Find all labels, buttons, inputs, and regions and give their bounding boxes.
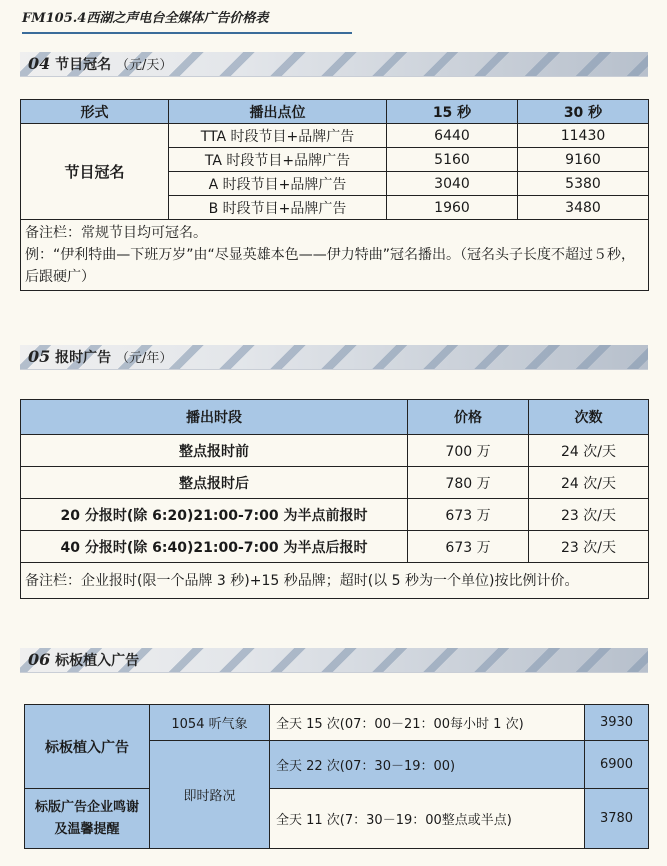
price-cell: 3930 bbox=[585, 705, 649, 741]
price-cell: 673 万 bbox=[408, 499, 529, 531]
col-form: 形式 bbox=[21, 100, 169, 124]
form-label: 节目冠名 bbox=[21, 124, 169, 220]
col-30s: 30 秒 bbox=[518, 100, 649, 124]
table-row bbox=[21, 435, 649, 467]
bumper-ad-table bbox=[24, 704, 649, 849]
col-time: 播出时段 bbox=[21, 400, 408, 435]
page-title: FM105.4西湖之声电台全媒体广告价格表 bbox=[22, 11, 269, 26]
program-cell: 即时路况 bbox=[150, 741, 270, 849]
page-header bbox=[22, 6, 352, 34]
section-04-title bbox=[28, 52, 172, 78]
col-price: 价格 bbox=[408, 400, 529, 435]
section-04-bar bbox=[20, 52, 648, 77]
price-15s-cell: 3040 bbox=[387, 172, 518, 196]
price-cell: 3780 bbox=[585, 789, 649, 849]
price-30s-cell: 3480 bbox=[518, 196, 649, 220]
table-row bbox=[21, 124, 649, 148]
table-header-row bbox=[21, 400, 649, 435]
price-cell: 700 万 bbox=[408, 435, 529, 467]
time-cell: 整点报时前 bbox=[21, 435, 408, 467]
section-04-number: 04 bbox=[28, 54, 51, 73]
col-count: 次数 bbox=[529, 400, 649, 435]
bumper-label: 标板植入广告 bbox=[25, 705, 150, 789]
desc-cell: 全天 15 次(07：00－21：00每小时 1 次) bbox=[270, 705, 585, 741]
count-cell: 24 次/天 bbox=[529, 435, 649, 467]
note-row bbox=[21, 563, 649, 599]
desc-cell: 全天 22 次(07：30－19：00) bbox=[270, 741, 585, 789]
slot-cell: TTA 时段节目+品牌广告 bbox=[169, 124, 387, 148]
section-06-number: 06 bbox=[28, 650, 51, 669]
price-cell: 6900 bbox=[585, 741, 649, 789]
table-row bbox=[25, 789, 649, 849]
desc-cell: 全天 11 次(7：30－19：00整点或半点) bbox=[270, 789, 585, 849]
price-30s-cell: 11430 bbox=[518, 124, 649, 148]
table-header-row bbox=[21, 100, 649, 124]
note-line-1: 备注栏：常规节目均可冠名。 bbox=[25, 225, 207, 241]
price-15s-cell: 6440 bbox=[387, 124, 518, 148]
slot-cell: TA 时段节目+品牌广告 bbox=[169, 148, 387, 172]
price-30s-cell: 5380 bbox=[518, 172, 649, 196]
note-cell bbox=[21, 220, 649, 291]
price-15s-cell: 5160 bbox=[387, 148, 518, 172]
naming-price-table bbox=[20, 99, 649, 291]
section-06-bar bbox=[20, 648, 648, 673]
section-04-name: 节目冠名 bbox=[55, 57, 112, 73]
thanks-label: 标版广告企业鸣谢及温馨提醒 bbox=[25, 789, 150, 849]
section-05-unit: （元/年） bbox=[116, 351, 173, 366]
price-cell: 780 万 bbox=[408, 467, 529, 499]
section-05-title bbox=[28, 345, 172, 371]
col-15s: 15 秒 bbox=[387, 100, 518, 124]
note-line-2: 例：“伊利特曲—下班万岁”由“尽显英雄本色——伊力特曲”冠名播出。（冠名头子长度不超过５秒，后跟硬广） bbox=[25, 247, 636, 285]
count-cell: 23 次/天 bbox=[529, 499, 649, 531]
section-06-title bbox=[28, 648, 139, 673]
note-row bbox=[21, 220, 649, 291]
section-04-unit: （元/天） bbox=[116, 58, 173, 73]
price-15s-cell: 1960 bbox=[387, 196, 518, 220]
time-cell: 20 分报时(除 6:20)21:00-7:00 为半点前报时 bbox=[21, 499, 408, 531]
count-cell: 24 次/天 bbox=[529, 467, 649, 499]
time-cell: 40 分报时(除 6:40)21:00-7:00 为半点后报时 bbox=[21, 531, 408, 563]
count-cell: 23 次/天 bbox=[529, 531, 649, 563]
table-row bbox=[21, 467, 649, 499]
table-row bbox=[21, 499, 649, 531]
section-05-name: 报时广告 bbox=[55, 350, 112, 366]
price-30s-cell: 9160 bbox=[518, 148, 649, 172]
table-row bbox=[25, 705, 649, 741]
program-cell: 1054 听气象 bbox=[150, 705, 270, 741]
time-cell: 整点报时后 bbox=[21, 467, 408, 499]
col-slot: 播出点位 bbox=[169, 100, 387, 124]
time-signal-table bbox=[20, 399, 649, 599]
price-cell: 673 万 bbox=[408, 531, 529, 563]
slot-cell: A 时段节目+品牌广告 bbox=[169, 172, 387, 196]
note-cell: 备注栏：企业报时(限一个品牌 3 秒)+15 秒品牌；超时(以 5 秒为一个单位)按比例计价。 bbox=[21, 563, 649, 599]
slot-cell: B 时段节目+品牌广告 bbox=[169, 196, 387, 220]
section-05-bar bbox=[20, 345, 648, 370]
section-06-name: 标板植入广告 bbox=[55, 653, 140, 669]
table-row bbox=[21, 531, 649, 563]
section-05-number: 05 bbox=[28, 347, 51, 366]
